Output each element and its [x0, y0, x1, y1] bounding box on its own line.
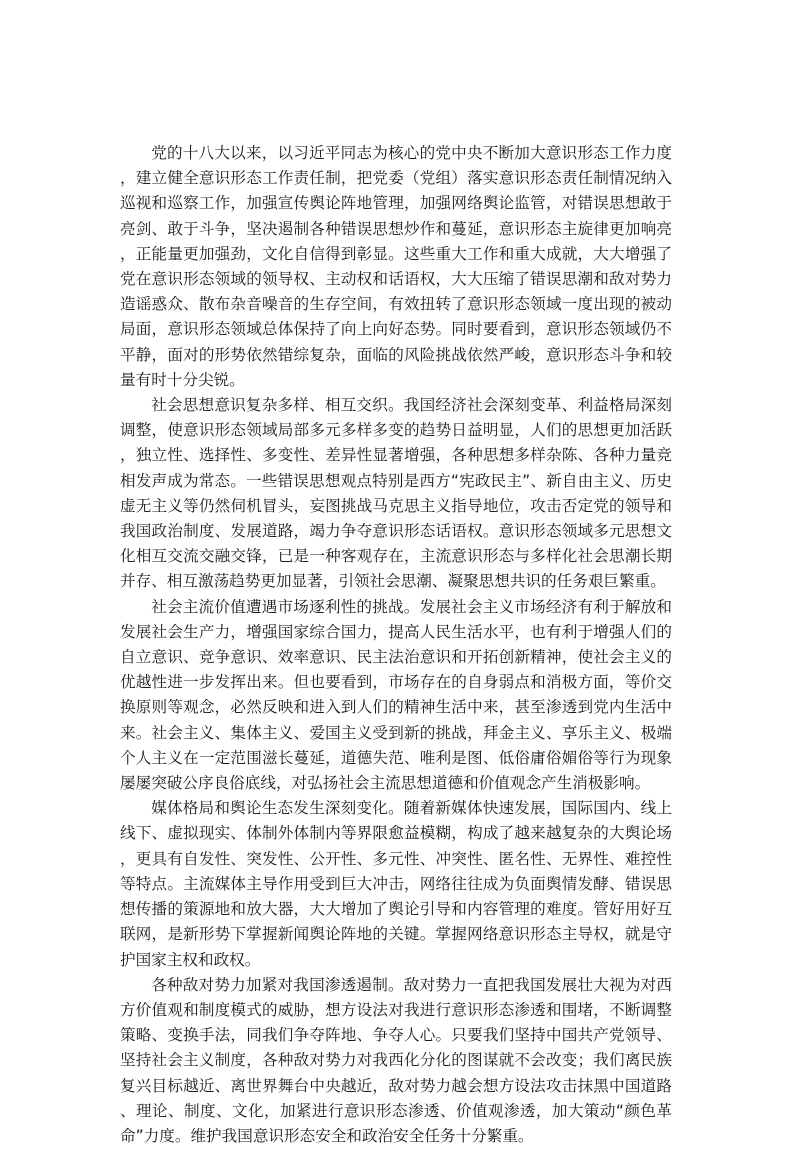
paragraph-3: 社会主流价值遭遇市场逐利性的挑战。发展社会主义市场经济有利于解放和发展社会生产力，增强国家综合国力，提高人民生活水平，也有利于增强人们的自立意识、竞争意识、效率意识、民主法治意识和开拓创新精神，使社会主义的优越性进一步发挥出来。但也要看到，市场存在的自身弱点和消极方面，等价交换原则等观念，必然反映和进入到人们的精神生活中来，甚至渗透到党内生活中来。社会主义、集体主义、爱国主义受到新的挑战，拜金主义、享乐主义、极端个人主义在一定范围滋长蔓延，道德失范、唯利是图、低俗庸俗媚俗等行为现象屡屡突破公序良俗底线，对弘扬社会主流思想道德和价值观念产生消极影响。 — [120, 597, 672, 793]
paragraph-2: 社会思想意识复杂多样、相互交织。我国经济社会深刻变革、利益格局深刻调整，使意识形态领域局部多元多样多变的趋势日益明显，人们的思想更加活跃，独立性、选择性、多变性、差异性显著增强，各种思想多样杂陈、各种力量竞相发声成为常态。一些错误思想观点特别是西方“宪政民主”、新自由主义、历史虚无主义等仍然伺机冒头，妄图挑战马克思主义指导地位，攻击否定党的领导和我国政治制度、发展道路，竭力争夺意识形态话语权。意识形态领域多元思想文化相互交流交融交锋，已是一种客观存在，主流意识形态与多样化社会思潮长期并存、相互激荡趋势更加显著，引领社会思潮、凝聚思想共识的任务艰巨繁重。 — [120, 396, 672, 591]
document-body — [120, 141, 672, 1149]
paragraph-1: 党的十八大以来，以习近平同志为核心的党中央不断加大意识形态工作力度，建立健全意识形态工作责任制，把党委（党组）落实意识形态责任制情况纳入巡视和巡察工作，加强宣传舆论阵地管理，加强网络舆论监管，对错误思想敢于亮剑、敢于斗争，坚决遏制各种错误思想炒作和蔓延，意识形态主旋律更加响亮，正能量更加强劲，文化自信得到彰显。这些重大工作和重大成就，大大增强了党在意识形态领域的领导权、主动权和话语权，大大压缩了错误思潮和敌对势力造谣惑众、散布杂音噪音的生存空间，有效扭转了意识形态领域一度出现的被动局面，意识形态领域总体保持了向上向好态势。同时要看到，意识形态领域仍不平静，面对的形势依然错综复杂，面临的风险挑战依然严峻，意识形态斗争和较量有时十分尖锐。 — [120, 144, 672, 389]
paragraph-5: 各种敌对势力加紧对我国渗透遏制。敌对势力一直把我国发展壮大视为对西方价值观和制度模式的威胁，想方设法对我进行意识形态渗透和围堵，不断调整策略、变换手法，同我们争夺阵地、争夺人心。只要我们坚持中国共产党领导、坚持社会主义制度，各种敌对势力对我西化分化的图谋就不会改变；我们离民族复兴目标越近、离世界舞台中央越近，敌对势力越会想方设法攻击抹黑中国道路、理论、制度、文化，加紧进行意识形态渗透、价值观渗透，加大策动“颜色革命”力度。维护我国意识形态安全和政治安全任务十分繁重。 — [120, 975, 672, 1145]
paragraph-4: 媒体格局和舆论生态发生深刻变化。随着新媒体快速发展，国际国内、线上线下、虚拟现实、体制外体制内等界限愈益模糊，构成了越来越复杂的大舆论场，更具有自发性、突发性、公开性、多元性、冲突性、匿名性、无界性、难控性等特点。主流媒体主导作用受到巨大冲击，网络往往成为负面舆情发酵、错误思想传播的策源地和放大器，大大增加了舆论引导和内容管理的难度。管好用好互联网，是新形势下掌握新闻舆论阵地的关键。掌握网络意识形态主导权，就是守护国家主权和政权。 — [120, 799, 672, 969]
